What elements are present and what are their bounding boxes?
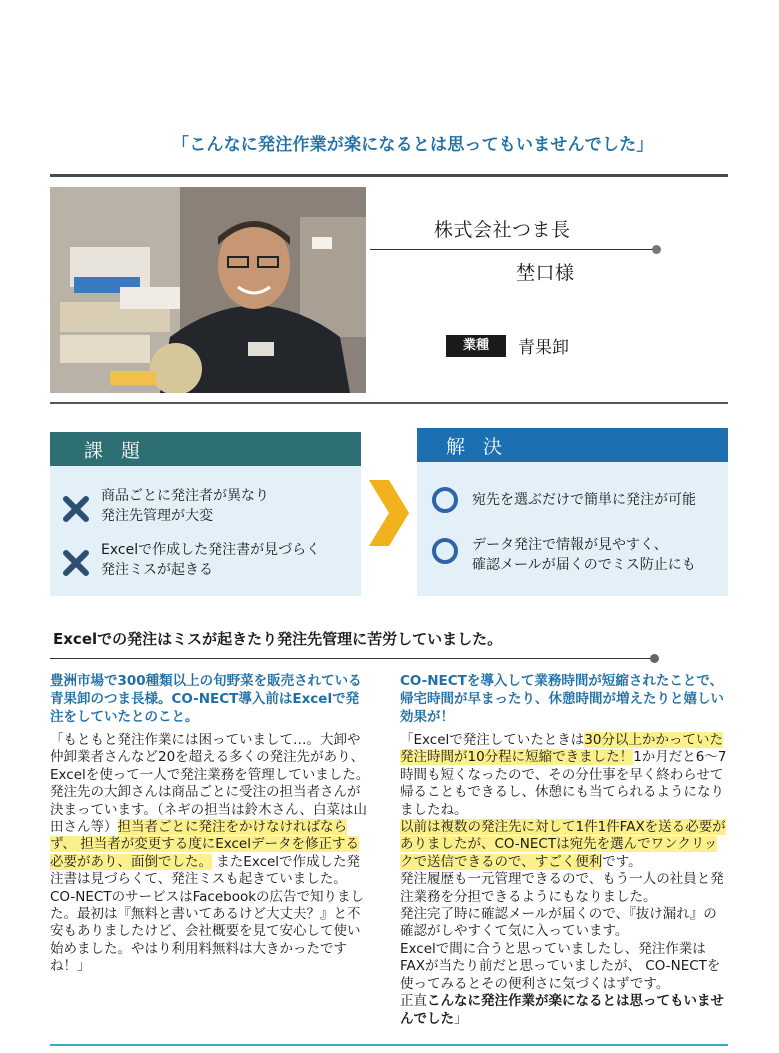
right-paragraph-6-bold: こんなに発注作業が楽になるとは思ってもいませんでした bbox=[400, 993, 724, 1027]
bottom-divider bbox=[50, 1044, 728, 1046]
left-paragraph-2-c: またExcelで作成した発注書は見づらくて、発注ミスも起きていました。 bbox=[50, 853, 361, 888]
circle-icon bbox=[432, 538, 458, 564]
right-paragraph-4: 発注完了時に確認メールが届くので、『抜け漏れ』の確認がしやすくて気に入っています。 bbox=[400, 906, 717, 940]
solutions-title: 解 決 bbox=[446, 436, 509, 458]
problem-item-1-line1: 商品ごとに発注者が異なり bbox=[101, 488, 269, 504]
right-paragraph-2-end: です。 bbox=[602, 853, 642, 870]
left-paragraph-2-a: 発注先の大卸さんは商品ごとに受注の担当者さんが決まっています。（ネギの担当は鈴木さん、白菜は山田さん等） bbox=[50, 784, 367, 836]
section-divider bbox=[50, 658, 653, 659]
right-paragraph-1-a: 「Excelで発注していたときは bbox=[400, 732, 585, 748]
solution-item-2 bbox=[472, 535, 696, 575]
problems-title: 課 題 bbox=[84, 440, 147, 462]
right-paragraph-6-a: 正直 bbox=[400, 993, 427, 1010]
left-paragraph-3: CO-NECTのサービスはFacebookの広告で知りました。最初は『無料と書いてあるけど大丈夫？』と不安もありましたけど、会社概要を見て安心して使い始めました。やはり利用料無料は大きかったですね！」 bbox=[50, 888, 365, 975]
company-name: 株式会社つま長 bbox=[434, 219, 571, 241]
photo-illustration bbox=[50, 187, 366, 393]
section-title: Excelでの発注はミスが起きたり発注先管理に苦労していました。 bbox=[53, 630, 503, 648]
circle-icon bbox=[432, 487, 458, 513]
problem-item-2-line2: 発注ミスが起きる bbox=[101, 562, 213, 578]
left-paragraph-2 bbox=[50, 784, 372, 888]
divider-dot bbox=[650, 654, 659, 663]
right-paragraph-1-highlight: 30分以上かかっていた発注時間が10分程に短縮できました！ bbox=[400, 732, 723, 766]
problem-item-1 bbox=[101, 486, 269, 526]
industry-label: 業種 bbox=[446, 335, 506, 357]
solution-item-1 bbox=[472, 490, 696, 510]
problem-item-1-line2: 発注先管理が大変 bbox=[101, 508, 213, 524]
right-paragraph-5: Excelで間に合うと思っていましたし、発注作業はFAXが当たり前だと思っていましたが、 CO-NECTを使ってみるとその便利さに気づくはずです。 bbox=[400, 940, 721, 992]
customer-photo bbox=[50, 187, 366, 393]
contact-person: 埜口様 bbox=[516, 262, 575, 284]
right-paragraph-1 bbox=[400, 732, 728, 819]
left-column-body bbox=[50, 732, 372, 976]
left-paragraph-1: 「もともと発注作業には困っていまして…。大卸や仲卸業者さんなど20を超える多くの発注先があり、Excelを使って一人で発注業務を管理していました。 bbox=[50, 732, 370, 783]
problem-item-2 bbox=[101, 540, 320, 580]
name-divider bbox=[370, 249, 656, 250]
arrow-right-icon bbox=[369, 480, 409, 550]
x-icon bbox=[62, 549, 90, 577]
divider-dot bbox=[652, 245, 661, 254]
right-paragraph-2-highlight: 以前は複数の発注先に対して1件1件FAXを送る必要がありましたが、CO-NECTは宛先を選んでワンクリックで送信できるので、すごく便利 bbox=[400, 819, 726, 870]
right-paragraph-6 bbox=[400, 993, 728, 1028]
right-column-body bbox=[400, 732, 728, 1028]
x-icon bbox=[62, 495, 90, 523]
headline-quote: 「こんなに発注作業が楽になるとは思ってもいませんでした」 bbox=[172, 135, 654, 155]
solution-item-2-line1: データ発注で情報が見やすく、 bbox=[472, 537, 668, 553]
left-column-heading: 豊洲市場で300種類以上の旬野菜を販売されている青果卸のつま長様。CO-NECT導入前はExcelで発注をしていたとのこと。 bbox=[50, 673, 362, 725]
industry-value: 青果卸 bbox=[518, 338, 569, 358]
right-paragraph-6-c: 」 bbox=[454, 1010, 468, 1027]
right-paragraph-3: 発注履歴も一元管理できるので、もう一人の社員と発注業務を分担できるようにもなりました。 bbox=[400, 871, 724, 905]
mid-divider bbox=[50, 402, 728, 404]
problem-item-2-line1: Excelで作成した発注書が見づらく bbox=[101, 542, 321, 558]
top-divider bbox=[50, 174, 728, 177]
solution-item-1-line1: 宛先を選ぶだけで簡単に発注が可能 bbox=[472, 492, 696, 508]
right-paragraph-1-c: 1か月だと6～7時間も短くなったので、その分仕事を早く終わらせて帰ることもできるし、休憩にも当てられるようになりましたね。 bbox=[400, 749, 727, 818]
left-paragraph-2-highlight: 担当者ごとに発注をかけなければならず、 担当者が変更する度にExcelデータを修正する必要があり、面倒でした。 bbox=[50, 819, 359, 870]
right-column-heading: CO-NECTを導入して業務時間が短縮されたことで、帰宅時間が早まったり、休憩時間が増えたりと嬉しい効果が！ bbox=[400, 673, 724, 725]
solution-item-2-line2: 確認メールが届くのでミス防止にも bbox=[472, 557, 696, 573]
right-paragraph-2 bbox=[400, 819, 728, 871]
